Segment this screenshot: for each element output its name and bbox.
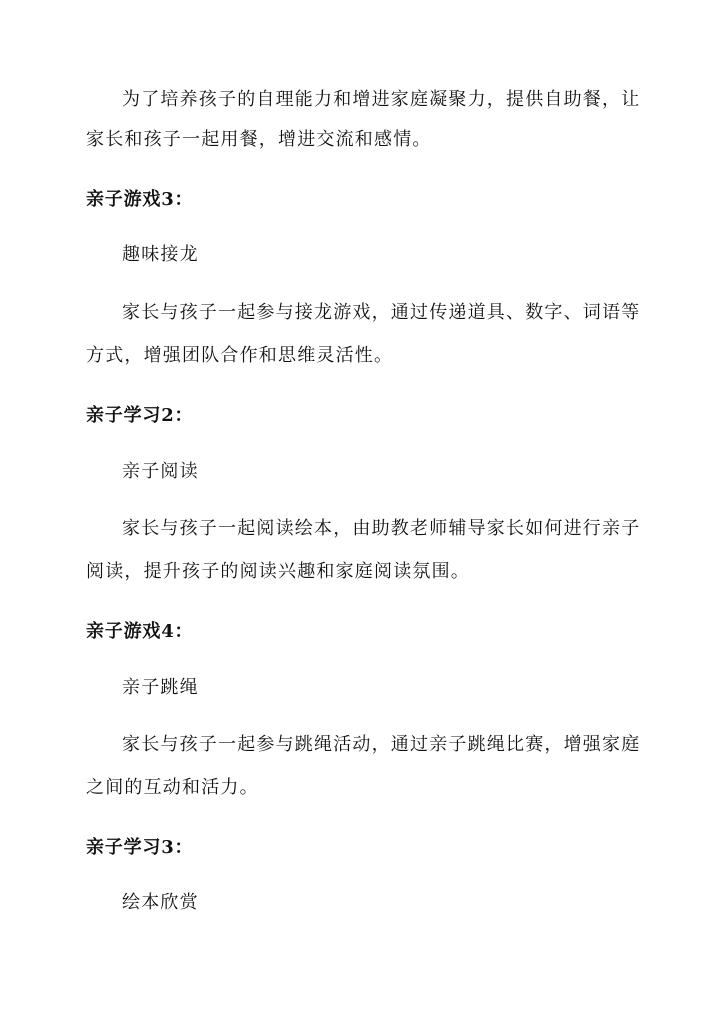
section-heading: 亲子游戏3： <box>86 189 194 210</box>
paragraph-line: 家长与孩子一起阅读绘本，由助教老师辅导家长如何进行亲子 <box>122 518 641 539</box>
paragraph-line: 家长与孩子一起参与跳绳活动，通过亲子跳绳比赛，增强家庭 <box>122 734 641 755</box>
subsection-title: 绘本欣赏 <box>122 892 199 913</box>
section-heading: 亲子学习2： <box>86 405 194 426</box>
paragraph-line: 家长和孩子一起用餐，增进交流和感情。 <box>86 129 432 150</box>
paragraph-line: 阅读，提升孩子的阅读兴趣和家庭阅读氛围。 <box>86 561 470 582</box>
section-heading: 亲子游戏4： <box>86 621 194 642</box>
section-heading: 亲子学习3： <box>86 837 194 858</box>
subsection-title: 趣味接龙 <box>122 244 199 265</box>
paragraph-line: 为了培养孩子的自理能力和增进家庭凝聚力，提供自助餐，让 <box>122 89 641 110</box>
subsection-title: 亲子阅读 <box>122 461 199 482</box>
paragraph-line: 之间的互动和活力。 <box>86 777 259 798</box>
paragraph-line: 方式，增强团队合作和思维灵活性。 <box>86 345 394 366</box>
paragraph-line: 家长与孩子一起参与接龙游戏，通过传递道具、数字、词语等 <box>122 302 641 323</box>
subsection-title: 亲子跳绳 <box>122 677 199 698</box>
